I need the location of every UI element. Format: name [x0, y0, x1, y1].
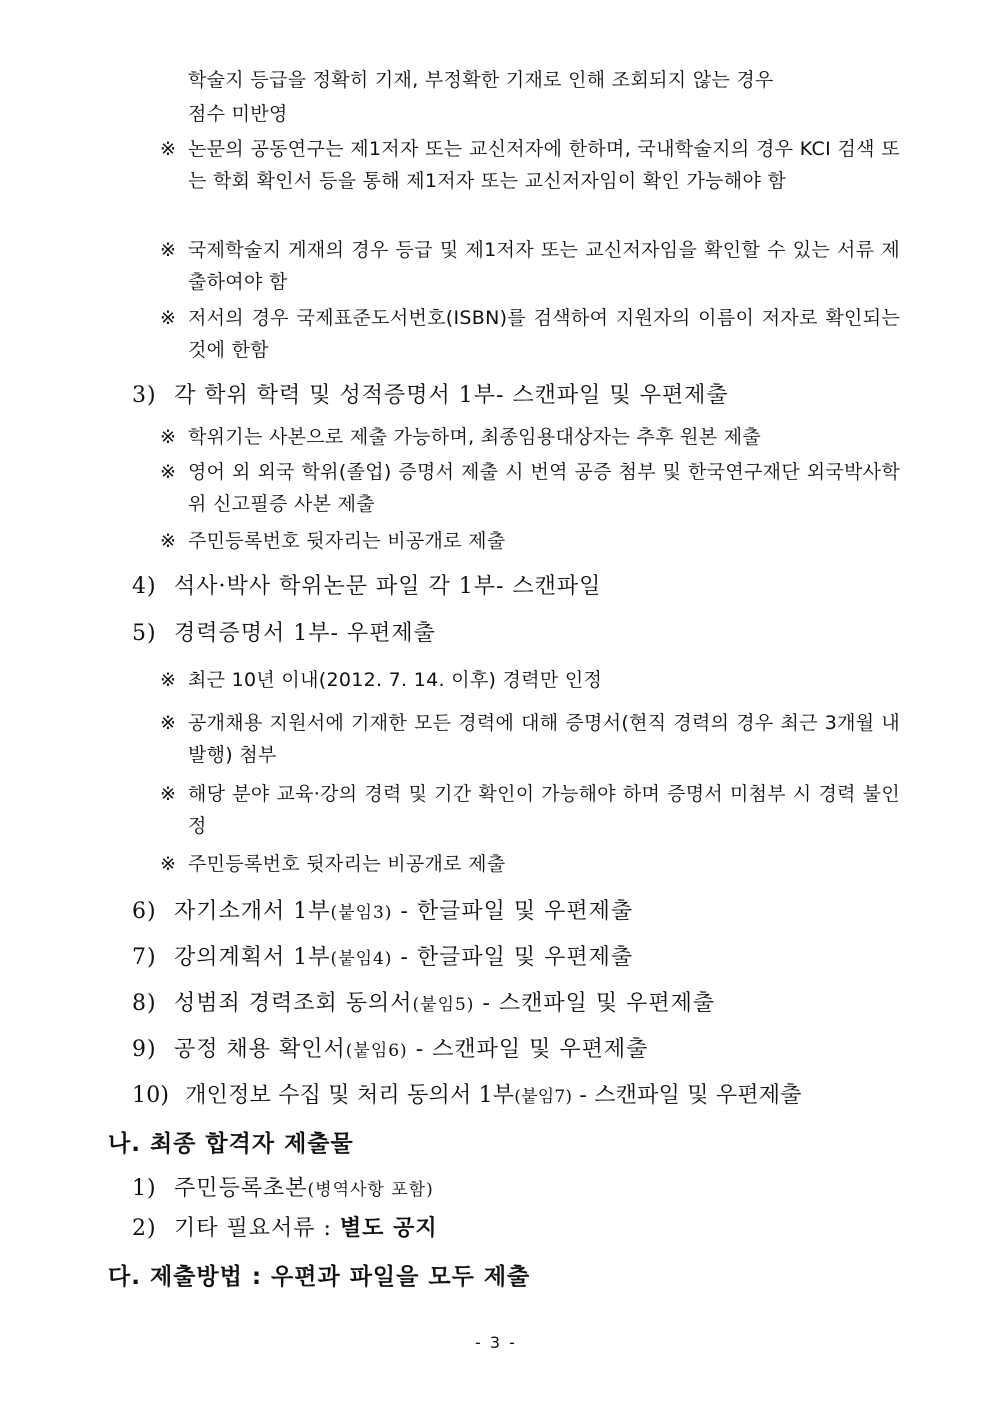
item-text: 석사·박사 학위논문 파일 각 1부- 스캔파일: [174, 574, 602, 599]
item-10: [132, 1080, 912, 1113]
item-text: 자기소개서 1부: [174, 899, 331, 924]
item-text: 성범죄 경력조회 동의서: [174, 991, 413, 1016]
reference-mark: ※: [160, 783, 177, 805]
note-foreign-degree: [160, 456, 900, 520]
reference-mark: ※: [160, 239, 177, 261]
reference-mark: ※: [160, 307, 177, 329]
item-text: 강의계획서 1부: [174, 945, 331, 970]
item-suffix: - 한글파일 및 우편제출: [392, 945, 634, 970]
item-number: 1): [132, 1176, 157, 1201]
item-number: 10): [132, 1083, 170, 1108]
attachment-ref: (붙임3): [330, 903, 393, 923]
item-9: [132, 1034, 912, 1067]
attachment-ref: (붙임5): [412, 995, 475, 1015]
item-8: [132, 988, 912, 1021]
note-text: 저서의 경우 국제표준도서번호(ISBN)를 검색하여 지원자의 이름이 저자로 확인되는 것에 한함: [188, 307, 900, 361]
item-text: 각 학위 학력 및 성적증명서 1부- 스캔파일 및 우편제출: [174, 383, 729, 408]
note-text: 주민등록번호 뒷자리는 비공개로 제출: [188, 530, 506, 552]
note-text: 최근 10년 이내(2012. 7. 14. 이후) 경력만 인정: [188, 669, 603, 691]
item-number: 3): [132, 383, 157, 408]
note-coauthor: [160, 133, 900, 197]
attachment-ref: (붙임4): [330, 949, 393, 969]
note-text: 해당 분야 교육·강의 경력 및 기간 확인이 가능해야 하며 증명서 미첨부 시 경력 불인정: [188, 783, 900, 837]
item-4: [132, 571, 912, 603]
item-number: 4): [132, 574, 157, 599]
item-number: 7): [132, 945, 157, 970]
note-career-certificate: [160, 707, 900, 771]
na-item-2: [132, 1213, 912, 1245]
item-suffix: - 스캔파일 및 우편제출: [407, 1037, 649, 1062]
note-isbn: [160, 302, 900, 366]
item-text: 개인정보 수집 및 처리 동의서 1부: [185, 1083, 515, 1108]
continuation-line-1: 학술지 등급을 정확히 기재, 부정확한 기재로 인해 조회되지 않는 경우: [188, 69, 774, 91]
item-number: 9): [132, 1037, 157, 1062]
page-number: - 3 -: [475, 1333, 517, 1352]
item-3: [132, 380, 912, 412]
note-text: 논문의 공동연구는 제1저자 또는 교신저자에 한하며, 국내학술지의 경우 KCI 검색 또는 학회 확인서 등을 통해 제1저자 또는 교신저자임이 확인 가능해야 함: [188, 138, 900, 192]
item-text: 공정 채용 확인서: [174, 1037, 346, 1062]
na-item-1: [132, 1173, 912, 1206]
item-text: 기타 필요서류 :: [174, 1216, 340, 1241]
note-text: 국제학술지 게재의 경우 등급 및 제1저자 또는 교신저자임을 확인할 수 있는 서류 제출하여야 함: [188, 239, 900, 293]
item-suffix: - 스캔파일 및 우편제출: [474, 991, 716, 1016]
note-text: 공개채용 지원서에 기재한 모든 경력에 대해 증명서(현직 경력의 경우 최근 3개월 내 발행) 첨부: [188, 712, 900, 766]
item-number: 6): [132, 899, 157, 924]
reference-mark: ※: [160, 712, 177, 734]
item-number: 2): [132, 1216, 157, 1241]
note-text: 영어 외 외국 학위(졸업) 증명서 제출 시 번역 공증 첨부 및 한국연구재단 외국박사학위 신고필증 사본 제출: [188, 461, 900, 515]
reference-mark: ※: [160, 426, 177, 448]
item-7: [132, 942, 912, 975]
item-text: 경력증명서 1부- 우편제출: [174, 621, 436, 646]
item-note: (병역사항 포함): [307, 1180, 434, 1200]
section-submission-method: 다. 제출방법 : 우편과 파일을 모두 제출: [108, 1264, 531, 1290]
reference-mark: ※: [160, 138, 177, 160]
item-emphasis: 별도 공지: [339, 1216, 438, 1241]
item-suffix: - 스캔파일 및 우편제출: [572, 1083, 802, 1108]
note-recent-career: [160, 664, 900, 696]
item-suffix: - 한글파일 및 우편제출: [392, 899, 634, 924]
reference-mark: ※: [160, 853, 177, 875]
item-6: [132, 896, 912, 929]
attachment-ref: (붙임6): [345, 1041, 408, 1061]
section-final-submission: 나. 최종 합격자 제출물: [108, 1131, 354, 1157]
note-degree-copy: [160, 421, 900, 453]
reference-mark: ※: [160, 669, 177, 691]
item-number: 5): [132, 621, 157, 646]
note-resident-number: [160, 525, 900, 557]
reference-mark: ※: [160, 461, 177, 483]
note-international-journal: [160, 234, 900, 298]
item-number: 8): [132, 991, 157, 1016]
note-resident-number-2: [160, 848, 900, 880]
note-text: 학위기는 사본으로 제출 가능하며, 최종임용대상자는 추후 원본 제출: [188, 426, 762, 448]
reference-mark: ※: [160, 530, 177, 552]
continuation-line-2: 점수 미반영: [188, 103, 288, 125]
note-text: 주민등록번호 뒷자리는 비공개로 제출: [188, 853, 506, 875]
note-teaching-career: [160, 778, 900, 842]
item-5: [132, 618, 912, 650]
item-text: 주민등록초본: [174, 1176, 308, 1201]
attachment-ref: (붙임7): [514, 1087, 573, 1107]
